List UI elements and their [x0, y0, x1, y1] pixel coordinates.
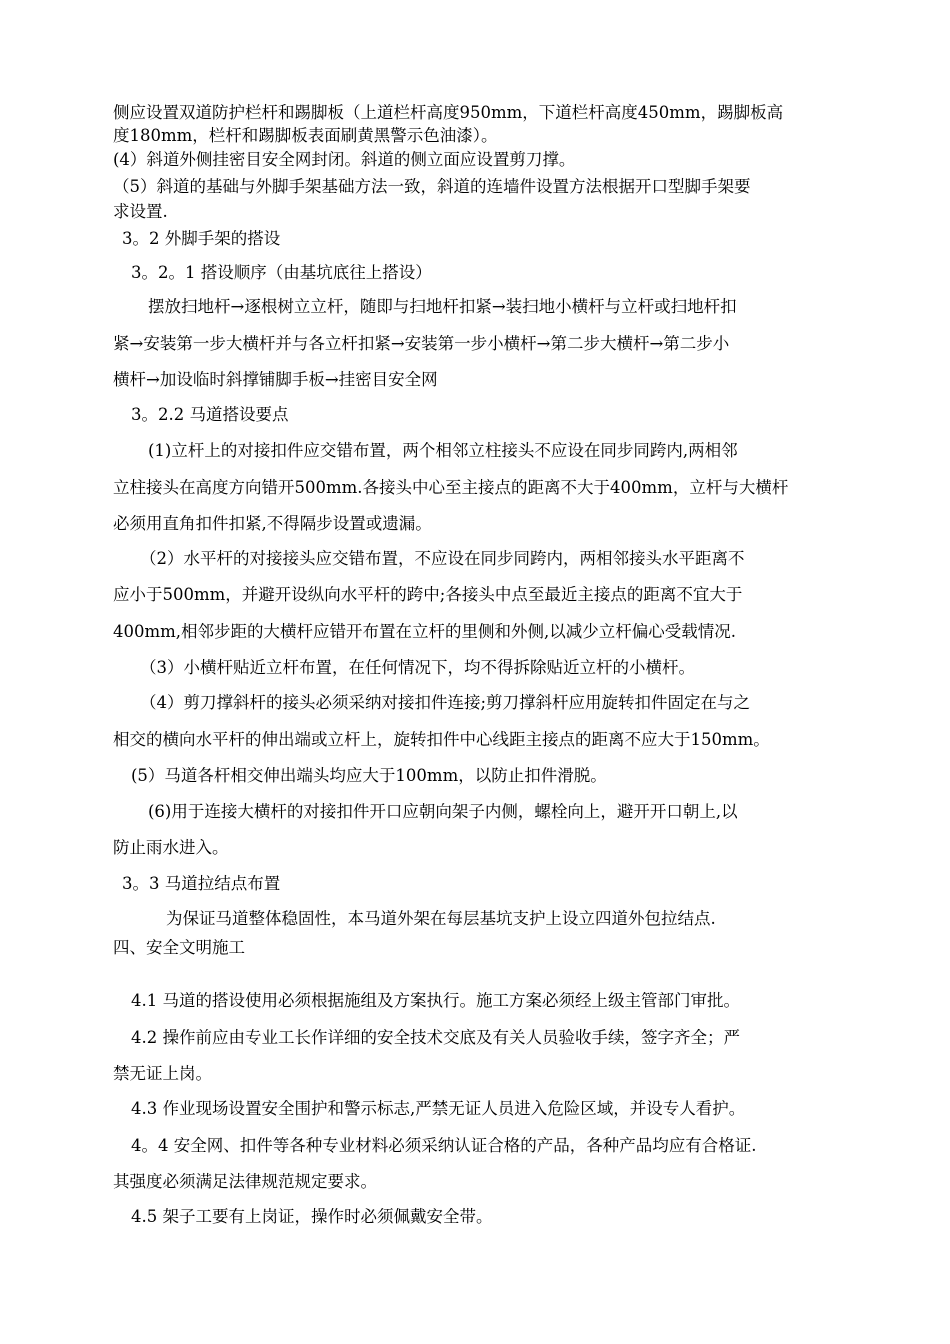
list-item-continued: 禁无证上岗。: [113, 1064, 212, 1083]
text-line: 度180mm，栏杆和踢脚板表面刷黄黑警示色油漆）。: [113, 126, 498, 145]
paragraph-line: 必须用直角扣件扣紧,不得隔步设置或遗漏。: [113, 514, 432, 533]
list-item: 4.3 作业现场设置安全围护和警示标志,严禁无证人员进入危险区域，并设专人看护。: [131, 1099, 746, 1118]
subsection-heading: 3。2。1 搭设顺序（由基坑底往上搭设）: [131, 263, 432, 282]
list-item: 4.1 马道的搭设使用必须根据施组及方案执行。施工方案必须经上级主管部门审批。: [131, 991, 740, 1010]
paragraph-line: (6)用于连接大横杆的对接扣件开口应朝向架子内侧，螺栓向上，避开开口朝上,以: [148, 802, 738, 821]
text-line: 求设置.: [113, 202, 168, 221]
paragraph-line: 立柱接头在高度方向错开500mm.各接头中心至主接点的距离不大于400mm，立杆与大横杆: [113, 478, 789, 497]
section-heading: 3。2 外脚手架的搭设: [122, 229, 281, 248]
list-item: 4.2 操作前应由专业工长作详细的安全技术交底及有关人员验收手续，签字齐全；严: [131, 1028, 740, 1047]
chapter-heading: 四、安全文明施工: [113, 938, 245, 957]
paragraph-line: 防止雨水进入。: [113, 838, 229, 857]
paragraph-line: （2）水平杆的对接接头应交错布置，不应设在同步同跨内，两相邻接头水平距离不: [140, 549, 745, 568]
paragraph-line: （4）剪刀撑斜杆的接头必须采纳对接扣件连接;剪刀撑斜杆应用旋转扣件固定在与之: [140, 693, 751, 712]
paragraph-line: 400mm,相邻步距的大横杆应错开布置在立杆的里侧和外侧,以减少立杆偏心受载情况.: [113, 622, 737, 641]
paragraph-line: 应小于500mm，并避开设纵向水平杆的跨中;各接头中点至最近主接点的距离不宜大于: [113, 585, 743, 604]
paragraph-line: (5）马道各杆相交伸出端头均应大于100mm，以防止扣件滑脱。: [131, 766, 607, 785]
paragraph-line: (1)立杆上的对接扣件应交错布置，两个相邻立柱接头不应设在同步同跨内,两相邻: [148, 441, 738, 460]
subsection-heading: 3。2.2 马道搭设要点: [131, 405, 289, 424]
text-line: 侧应设置双道防护栏杆和踢脚板（上道栏杆高度950mm，下道栏杆高度450mm，踢脚板高: [113, 103, 784, 122]
paragraph-line: 相交的横向水平杆的伸出端或立杆上，旋转扣件中心线距主接点的距离不应大于150mm。: [113, 730, 770, 749]
paragraph-line: 摆放扫地杆→逐根树立立杆，随即与扫地杆扣紧→装扫地小横杆与立杆或扫地杆扣: [148, 297, 737, 316]
list-item: 4.5 架子工要有上岗证，操作时必须佩戴安全带。: [131, 1207, 493, 1226]
paragraph-line: 紧→安装第一步大横杆并与各立杆扣紧→安装第一步小横杆→第二步大横杆→第二步小: [113, 334, 730, 353]
paragraph-line: 横杆→加设临时斜撑铺脚手板→挂密目安全网: [113, 370, 438, 389]
list-item-continued: 其强度必须满足法律规范规定要求。: [113, 1172, 377, 1191]
paragraph-line: 为保证马道整体稳固性，本马道外架在每层基坑支护上设立四道外包拉结点.: [166, 909, 716, 928]
section-heading: 3。3 马道拉结点布置: [122, 874, 281, 893]
text-line: (4）斜道外侧挂密目安全网封闭。斜道的侧立面应设置剪刀撑。: [113, 150, 576, 169]
text-line: （5）斜道的基础与外脚手架基础方法一致，斜道的连墙件设置方法根据开口型脚手架要: [113, 177, 751, 196]
list-item: 4。4 安全网、扣件等各种专业材料必须采纳认证合格的产品，各种产品均应有合格证.: [131, 1136, 757, 1155]
paragraph-line: （3）小横杆贴近立杆布置，在任何情况下，均不得拆除贴近立杆的小横杆。: [140, 658, 695, 677]
